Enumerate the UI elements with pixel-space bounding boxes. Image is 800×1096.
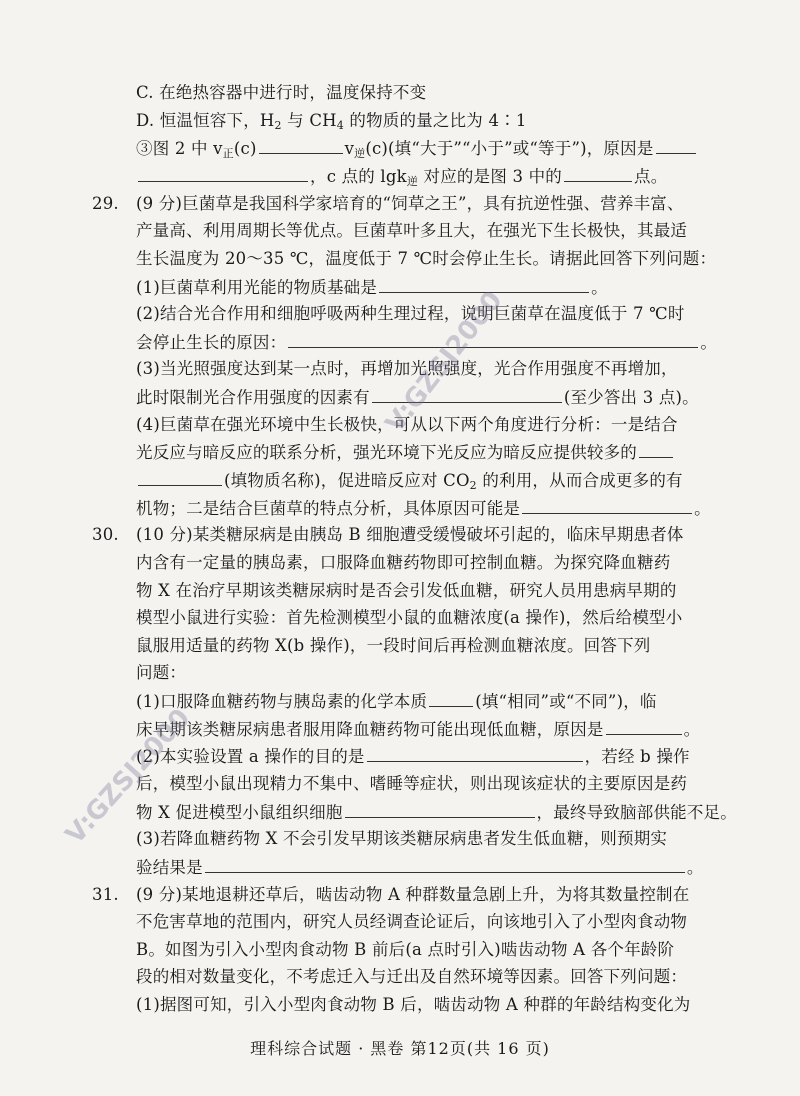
option-d: D. 恒温恒容下，$H_2$ 与 $CH_4$ 的物质的量之比为 4∶1 (136, 110, 527, 132)
answer-blank[interactable] (606, 714, 682, 735)
answer-blank[interactable] (367, 741, 583, 762)
question-number: 31. (92, 884, 119, 904)
question-number: 30. (92, 525, 119, 545)
answer-blank[interactable] (205, 852, 685, 873)
answer-blank[interactable] (259, 133, 343, 154)
question-30: 30. (10 分)某类糖尿病是由胰岛 B 细胞遭受缓慢破坏引起的，临床早期患者体 (0, 520, 800, 550)
q29-sub3: (3)当光照强度达到某一点时，再增加光照强度，光合作用强度不再增加， (136, 359, 678, 379)
question-number: 29. (92, 193, 119, 213)
q29-sub1: (1)巨菌草利用光能的物质基础是 。 (0, 272, 800, 302)
question-31: 31. (9 分)某地退耕还草后，啮齿动物 A 种群数量急剧上升，为将其数量控制在 (0, 880, 800, 910)
watermark: V:GZSJ2000 (60, 703, 197, 851)
q29-sub4: (4)巨菌草在强光环境中生长极快，可从以下两个角度进行分析：一是结合 (136, 414, 678, 434)
page-footer: 理科综合试题 · 黑卷 第12页(共 16 页) (250, 1039, 550, 1058)
watermark: V:GZSJ2000 (380, 285, 509, 439)
answer-blank[interactable] (288, 327, 698, 348)
q30-sub2: (2)本实验设置 a 操作的目的是 ，若经 b 操作 (0, 741, 800, 771)
answer-blank[interactable] (138, 465, 222, 486)
question-29: 29. (9 分)巨菌草是我国科学家培育的“饲草之王”，具有抗逆性强、营养丰富、 (0, 189, 800, 219)
answer-blank[interactable] (138, 161, 308, 182)
answer-blank[interactable] (522, 493, 692, 514)
subquestion-3: ③图 2 中 $v_正(c)$ $v_逆(c)$(填“大于”“小于”或“等于”)，原因是 (0, 133, 800, 163)
exam-page: C. 在绝热容器中进行时，温度保持不变 D. 恒温恒容下，$H_2$ 与 $CH_4$ 的物质的量之比为 4∶1 ③图 2 中 $v_正(c)$ $v_逆(c)$(填“大于”“小于”或“等于”)，原因是 ，c 点的 lgk$_逆$ 对应的是图 3 中的 点。 29. (9 分)巨菌草是我国科学家培育的“饲草之王”，具有抗逆性强、营养丰富、 产量高、利用周期长等优点。巨菌草叶多且大，在强光下生长极快，其最适 生长温度为 20～35 ℃，温度低于 7 ℃时会停止生长。请据此回答下列问题： (1)巨菌草利用光能的物质基础是 。 (2)结合光合作用和细胞呼吸两种生理过程，说明巨菌草在温度低于 7 ℃时 会停止生长的原因： 。 (3)当光照强度达到某一点时，再增加光照强度，光合作用强度不再增加， 此时限制光合作用强度的因素有 (至少答出 3 点)。 (4)巨菌草在强光环境中生长极快，可从以下两个角度进行分析：一是结合 光反应与暗反应的联系分析，强光环境下光反应为暗反应提供较多的 (填物质名称)，促进暗反应对 $CO_2$ 的利用，从而合成更多的有 机物；二是结合巨菌草的特点分析，具体原因可能是 。 30. (10 分)某类糖尿病是由胰岛 B 细胞遭受缓慢破坏引起的，临床早期患者体 内含有一定量的胰岛素，口服降血糖药物即可控制血糖。为探究降血糖药 物 X 在治疗早期该类糖尿病时是否会引发低血糖，研究人员用患病早期的 模型小鼠进行实验：首先检测模型小鼠的血糖浓度(a 操作)，然后给模型小 鼠服用适量的药物 X(b 操作)，一段时间后再检测血糖浓度。回答下列 问题： (1)口服降血糖药物与胰岛素的化学本质 (填“相同”或“不同”)，临 床早期该类糖尿病患者服用降血糖药物可能出现低血糖，原因是 。 (2)本实验设置 a 操作的目的是 ，若经 b 操作 后，模型小鼠出现精力不集中、嗜睡等症状，则出现该症状的主要原因是药 物 X 促进模型小鼠组织细胞 ，最终导致脑部供能不足。 (3)若降血糖药物 X 不会引发早期该类糖尿病患者发生低血糖，则预期实 验结果是 。 31. (9 分)某地退耕还草后，啮齿动物 A 种群数量急剧上升，为将其数量控制在 不危害草地的范围内，研究人员经调查论证后，向该地引入了小型肉食动物 B。如图为引入小型肉食动物 B 前后(a 点时引入)啮齿动物 A 各个年龄阶 段的相对数量变化，不考虑迁入与迁出及自然环境等因素。回答下列问题： (1)据图可知，引入小型肉食动物 B 后，啮齿动物 A 种群的年龄结构变化为 理科综合试题 · 黑卷 第12页(共 16 页) V:GZSJ2000 V:GZSJ2000 (0, 0, 800, 1096)
answer-blank[interactable] (429, 686, 473, 707)
subquestion-3-cont: ，c 点的 lgk$_逆$ 对应的是图 3 中的 点。 (0, 161, 800, 191)
q30-sub1: (1)口服降血糖药物与胰岛素的化学本质 (填“相同”或“不同”)，临 (0, 686, 800, 716)
q29-sub2: (2)结合光合作用和细胞呼吸两种生理过程，说明巨菌草在温度低于 7 ℃时 (136, 304, 685, 324)
answer-blank[interactable] (564, 161, 632, 182)
option-c: C. 在绝热容器中进行时，温度保持不变 (136, 83, 427, 102)
answer-blank[interactable] (656, 133, 696, 154)
answer-blank[interactable] (345, 797, 535, 818)
answer-blank[interactable] (639, 437, 673, 458)
q30-sub3: (3)若降血糖药物 X 不会引发早期该类糖尿病患者发生低血糖，则预期实 (136, 829, 668, 849)
